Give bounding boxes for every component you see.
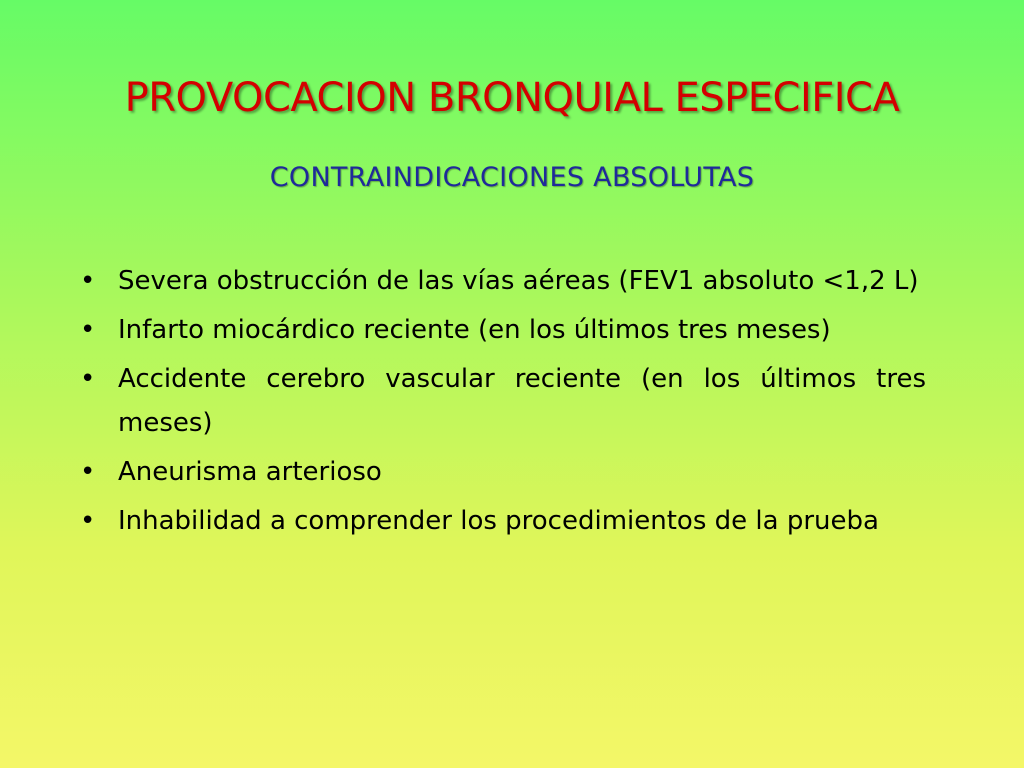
slide-title: PROVOCACION BRONQUIAL ESPECIFICA [124, 75, 900, 121]
bullet-text: Infarto miocárdico reciente (en los últimos tres meses) [118, 315, 831, 345]
bullet-item [80, 308, 926, 352]
bullet-list [80, 259, 926, 548]
bullet-item [80, 357, 926, 445]
bullet-icon: • [80, 457, 96, 487]
bullet-text: Severa obstrucción de las vías aéreas (FEV1 absoluto <1,2 L) [118, 266, 919, 296]
bullet-text: Accidente cerebro vascular reciente (en los últimos tres meses) [118, 364, 926, 438]
bullet-icon: • [80, 266, 96, 296]
bullet-item [80, 499, 926, 543]
bullet-item [80, 259, 926, 303]
bullet-icon: • [80, 364, 96, 394]
slide-subtitle: CONTRAINDICACIONES ABSOLUTAS [269, 162, 755, 193]
bullet-text: Aneurisma arterioso [118, 457, 382, 487]
bullet-icon: • [80, 315, 96, 345]
bullet-text: Inhabilidad a comprender los procedimientos de la prueba [118, 506, 879, 536]
bullet-item [80, 450, 926, 494]
bullet-icon: • [80, 506, 96, 536]
